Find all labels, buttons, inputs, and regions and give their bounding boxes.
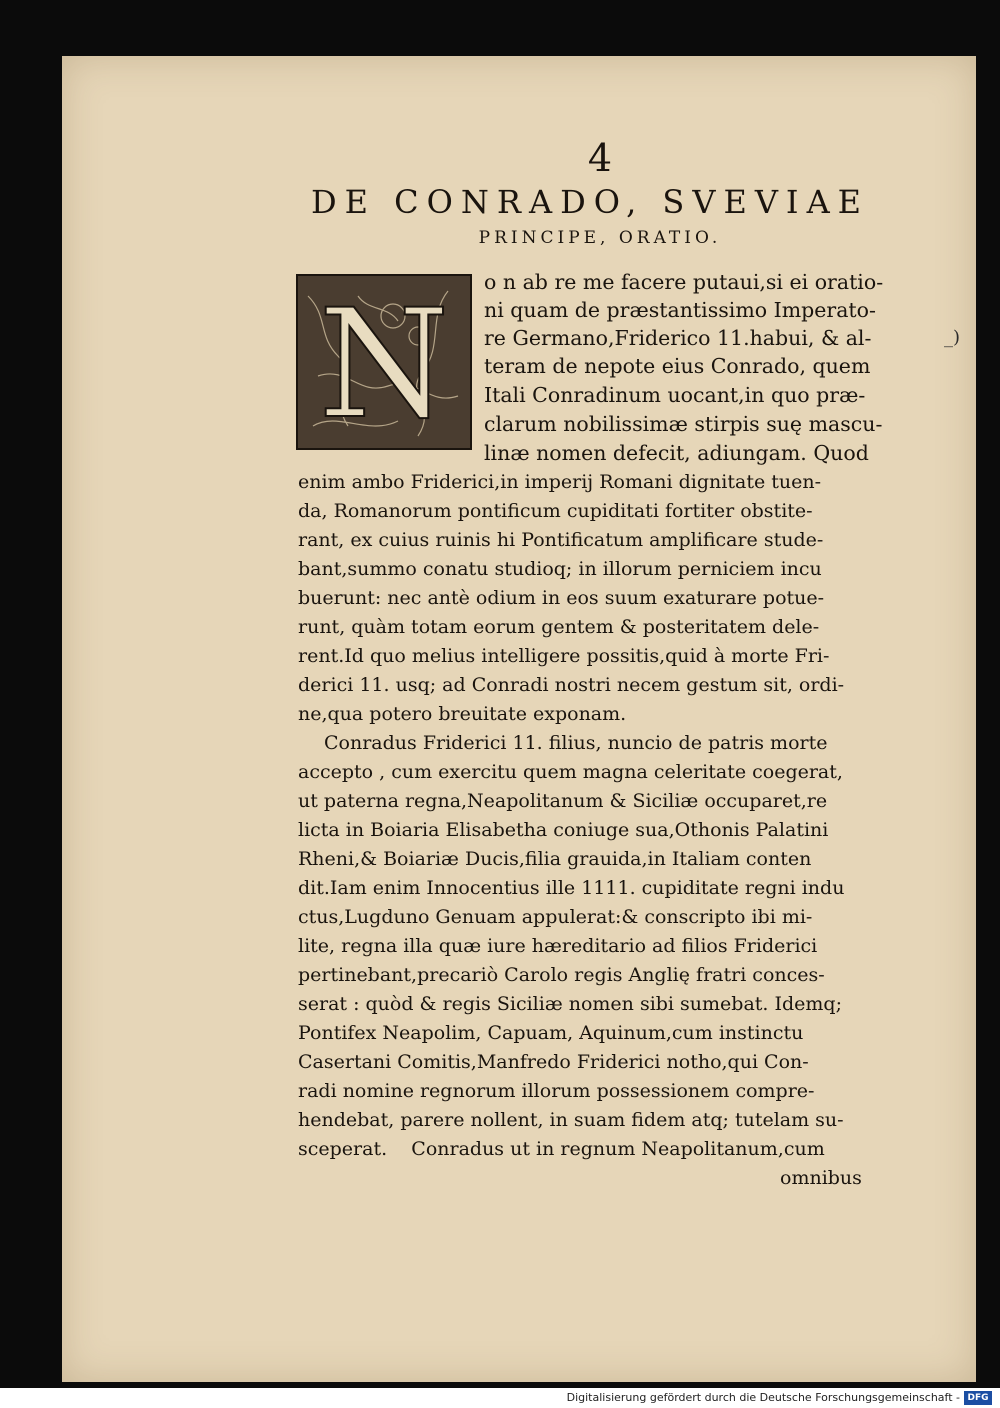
text-line: dit.Iam enim Innocentius ille 1111. cupiditate regni indu bbox=[298, 877, 845, 899]
text-line: linæ nomen defecit, adiungam. Quod bbox=[484, 441, 869, 465]
text-line: ut paterna regna,Neapolitanum & Siciliæ occuparet,re bbox=[298, 790, 828, 812]
text-line: da, Romanorum pontificum cupiditati fortiter obstite- bbox=[298, 500, 813, 522]
text-line: rant, ex cuius ruinis hi Pontificatum amplificare stude- bbox=[298, 529, 824, 551]
text-line: Rheni,& Boiariæ Ducis,filia grauida,in Italiam conten bbox=[298, 848, 812, 870]
text-line: teram de nepote eius Conrado, quem bbox=[484, 354, 871, 378]
text-line: licta in Boiaria Elisabetha coniuge sua,Othonis Palatini bbox=[298, 819, 829, 841]
decorated-initial-letter bbox=[296, 274, 472, 450]
text-line: accepto , cum exercitu quem magna celeritate coegerat, bbox=[298, 761, 843, 783]
text-line: pertinebant,precariò Carolo regis Anglię fratri conces- bbox=[298, 964, 825, 986]
text-line: clarum nobilissimæ stirpis suę mascu- bbox=[484, 412, 883, 436]
woodcut-initial-icon bbox=[298, 276, 470, 448]
text-line: rent.Id quo melius intelligere possitis,quid à morte Fri- bbox=[298, 645, 830, 667]
text-line: lite, regna illa quæ iure hæreditario ad filios Friderici bbox=[298, 935, 818, 957]
text-line: sceperat. Conradus ut in regnum Neapolitanum,cum bbox=[298, 1138, 825, 1160]
text-line: derici 11. usq; ad Conradi nostri necem gestum sit, ordi- bbox=[298, 674, 845, 696]
page-number: 4 bbox=[587, 136, 613, 180]
text-line: re Germano,Friderico 11.habui, & al- bbox=[484, 326, 872, 350]
text-line: Conradus Friderici 11. filius, nuncio de patris morte bbox=[324, 732, 828, 754]
catchword: omnibus bbox=[780, 1167, 862, 1189]
svg-text:N: N bbox=[318, 278, 450, 448]
text-line: Pontifex Neapolim, Capuam, Aquinum,cum instinctu bbox=[298, 1022, 804, 1044]
text-line: buerunt: nec antè odium in eos suum exaturare potue- bbox=[298, 587, 825, 609]
text-line: o n ab re me facere putaui,si ei oratio- bbox=[484, 270, 884, 294]
text-line: bant,summo conatu studioq; in illorum perniciem incu bbox=[298, 558, 822, 580]
text-line: enim ambo Friderici,in imperij Romani dignitate tuen- bbox=[298, 471, 822, 493]
text-line: Itali Conradinum uocant,in quo præ- bbox=[484, 383, 866, 407]
dfg-logo: DFG bbox=[964, 1391, 992, 1405]
text-line: ctus,Lugduno Genuam appulerat:& conscripto ibi mi- bbox=[298, 906, 813, 928]
margin-mark: _) bbox=[944, 327, 961, 348]
digitization-credit: Digitalisierung gefördert durch die Deutsche Forschungsgemeinschaft - bbox=[566, 1391, 960, 1404]
text-line: ne,qua potero breuitate exponam. bbox=[298, 703, 627, 725]
text-line: hendebat, parere nollent, in suam fidem atq; tutelam su- bbox=[298, 1109, 844, 1131]
text-line: radi nomine regnorum illorum possessionem compre- bbox=[298, 1080, 815, 1102]
page-title: DE CONRADO, SVEVIAE bbox=[310, 183, 870, 221]
text-line: runt, quàm totam eorum gentem & posteritatem dele- bbox=[298, 616, 820, 638]
text-line: ni quam de præstantissimo Imperato- bbox=[484, 298, 876, 322]
text-line: serat : quòd & regis Siciliæ nomen sibi sumebat. Idemq; bbox=[298, 993, 842, 1015]
page-subtitle: PRINCIPE, ORATIO. bbox=[478, 228, 722, 248]
text-line: Casertani Comitis,Manfredo Friderici notho,qui Con- bbox=[298, 1051, 809, 1073]
